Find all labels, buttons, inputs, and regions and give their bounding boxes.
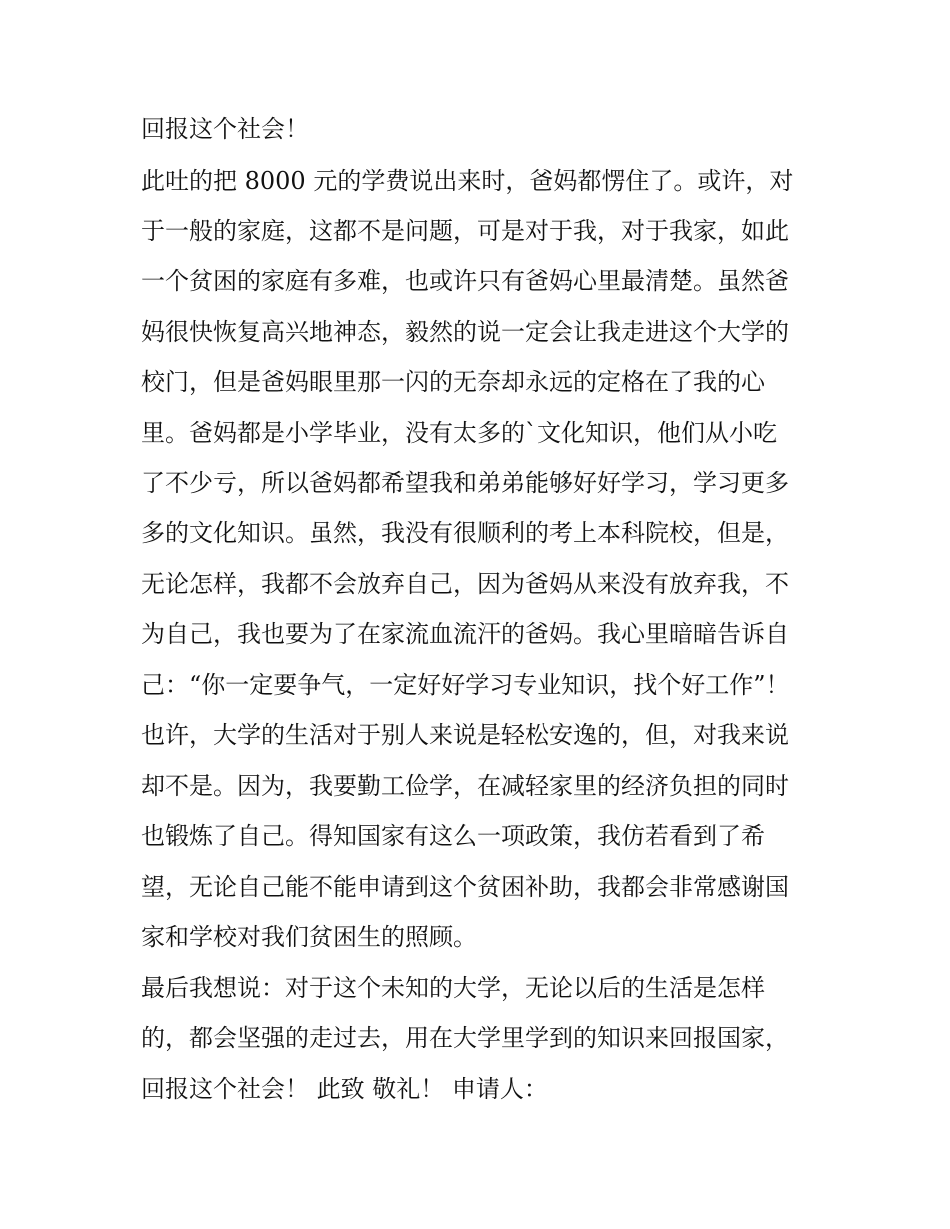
text-line-4: 一个贫困的家庭有多难，也或许只有爸妈心里最清楚。虽然爸 xyxy=(141,267,789,295)
text-line-15: 也锻炼了自己。得知国家有这么一项政策，我仿若看到了希 xyxy=(141,822,765,850)
text-line-19: 的，都会坚强的走过去，用在大学里学到的知识来回报国家， xyxy=(141,1024,789,1052)
text-line-12: 己：“你一定要争气，一定好好学习专业知识，找个好工作”！ xyxy=(141,671,790,699)
text-line-17: 家和学校对我们贫困生的照顾。 xyxy=(141,923,477,951)
text-line-13: 也许，大学的生活对于别人来说是轻松安逸的，但，对我来说 xyxy=(141,721,789,749)
text-line-3: 于一般的家庭，这都不是问题，可是对于我，对于我家，如此 xyxy=(141,217,789,245)
text-line-9: 多的文化知识。虽然，我没有很顺利的考上本科院校，但是， xyxy=(141,519,789,547)
text-line-5: 妈很快恢复高兴地神态，毅然的说一定会让我走进这个大学的 xyxy=(141,318,789,346)
text-line-18: 最后我想说：对于这个未知的大学，无论以后的生活是怎样 xyxy=(141,974,765,1002)
text-line-6: 校门，但是爸妈眼里那一闪的无奈却永远的定格在了我的心 xyxy=(141,368,765,396)
text-line-20: 回报这个社会！ 此致 敬礼！ 申请人： xyxy=(141,1075,548,1103)
text-line-7: 里。爸妈都是小学毕业，没有太多的`文化知识，他们从小吃 xyxy=(141,419,777,447)
text-line-1: 回报这个社会！ xyxy=(141,115,309,143)
text-line-11: 为自己，我也要为了在家流血流汗的爸妈。我心里暗暗告诉自 xyxy=(141,620,789,648)
text-line-10: 无论怎样，我都不会放弃自己，因为爸妈从来没有放弃我，不 xyxy=(141,570,789,598)
text-line-8: 了不少亏，所以爸妈都希望我和弟弟能够好好学习，学习更多 xyxy=(141,469,789,497)
text-line-14: 却不是。因为，我要勤工俭学，在减轻家里的经济负担的同时 xyxy=(141,772,789,800)
text-line-16: 望，无论自己能不能申请到这个贫困补助，我都会非常感谢国 xyxy=(141,873,789,901)
text-line-2: 此吐的把 8000 元的学费说出来时，爸妈都愣住了。或许，对 xyxy=(141,167,794,195)
